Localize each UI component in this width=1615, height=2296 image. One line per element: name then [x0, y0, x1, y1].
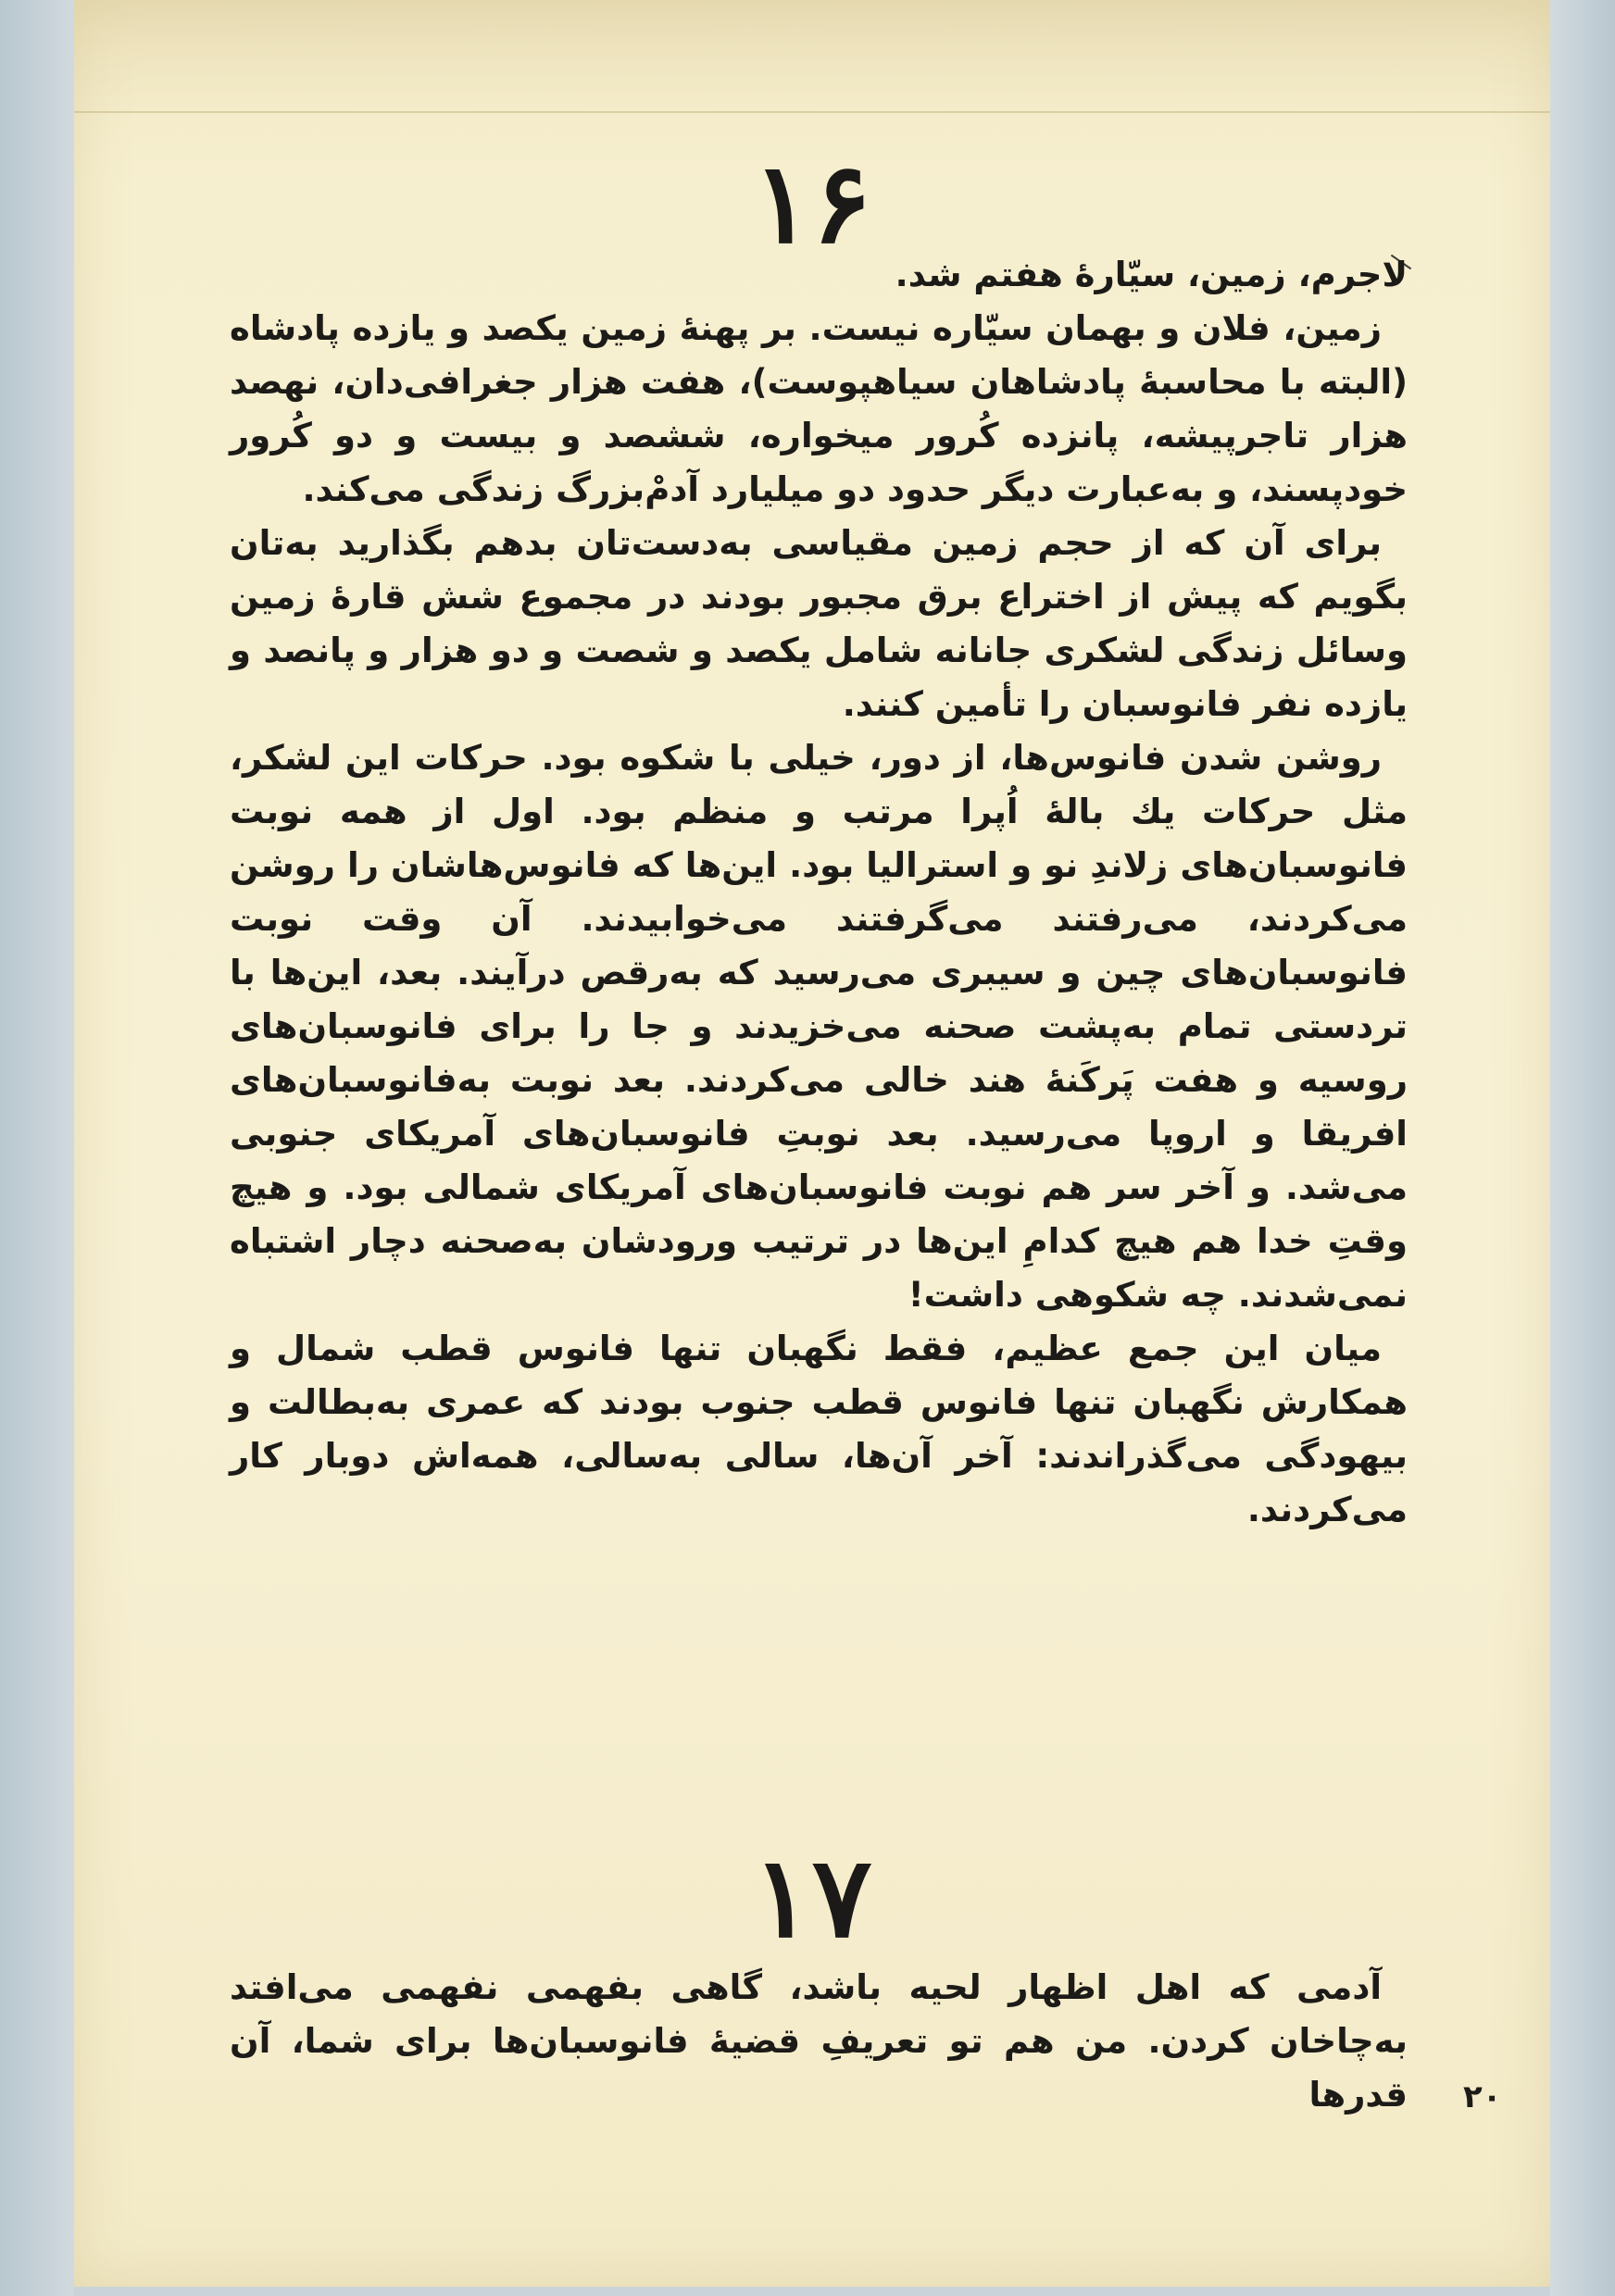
page-fold-shadow — [74, 0, 1550, 113]
paragraph: زمین، فلان و بهمان سیّاره نیست. بر پهنهٔ زمین یکصد و یازده پادشاه (البته با محاسبهٔ پادشاهان سیاهپوست)، هفت هزار جغرافی‌دان، نهصد هزار تاجرپیشه، پانزده کُرور میخواره، ششصد و بیست و دو کُرور خودپسند، و به‌عبارت دیگر حدود دو میلیارد آدمْ‌بزرگ زندگی می‌کند. — [230, 308, 1408, 509]
paragraph: آدمی که اهل اظهار لحیه باشد، گاهی بفهمی نفهمی می‌افتد به‌چاخان کردن. من هم تو تعریفِ قضیهٔ فانوسبان‌ها برای شما، آن قدرها — [230, 1967, 1408, 2115]
paragraph: برای آن که از حجم زمین مقیاسی به‌دست‌تان بدهم بگذارید به‌تان بگویم که پیش از اختراع برق مجبور بودند در مجموع شش قارهٔ زمین وسائل زندگی لشکری جانانه شامل یکصد و شصت و دو هزار و پانصد و یازده نفر فانوسبان را تأمین کنند. — [230, 523, 1408, 724]
chapter-16-heading: ۱۶ — [752, 138, 872, 268]
paragraph: روشن شدن فانوس‌ها، از دور، خیلی با شکوه بود. حرکات این لشکر، مثل حرکات یك بالهٔ اُپرا مرتب و منظم بود. اول از همه نوبت فانوسبان‌های زلاندِ نو و استرالیا بود. این‌ها که فانوس‌هاشان را روشن می‌کردند، می‌رفتند می‌گرفتند می‌خوابیدند. آن وقت نوبت فانوسبان‌های چین و سیبری می‌رسید که به‌رقص درآیند. بعد، این‌ها با تردستی تمام به‌پشت صحنه می‌خزیدند و جا را برای فانوسبان‌های روسیه و هفت پَرکَنهٔ هند خالی می‌کردند. بعد نوبت به‌فانوسبان‌های افریقا و اروپا می‌رسید. بعد نوبتِ فانوسبان‌های آمریکای جنوبی می‌شد. و آخر سر هم نوبت فانوسبان‌های آمریکای شمالی بود. و هیچ وقتِ خدا هم هیچ کدامِ این‌ها در ترتیب ورودشان به‌صحنه دچار اشتباه نمی‌شدند. چه شکوهی داشت! — [230, 738, 1408, 1315]
chapter-16-body — [230, 248, 1408, 1537]
chapter-17-body — [230, 1961, 1408, 2122]
paragraph: میان این جمع عظیم، فقط نگهبان تنها فانوس قطب شمال و همکارش نگهبان تنها فانوس قطب جنوب بودند که عمری به‌بطالت و بیهودگی می‌گذراندند: آخر آن‌ها، سالی به‌سالی، همه‌اش دوبار کار می‌کردند. — [230, 1329, 1408, 1529]
page-number: ۲۰ — [1463, 2078, 1502, 2115]
scan-background-right — [1550, 0, 1615, 2296]
paragraph: لاجرم، زمین، سیّارهٔ هفتم شد. — [895, 255, 1408, 294]
book-page — [74, 0, 1550, 2287]
scan-background-left — [0, 0, 74, 2296]
chapter-17-heading: ۱۷ — [752, 1832, 872, 1963]
